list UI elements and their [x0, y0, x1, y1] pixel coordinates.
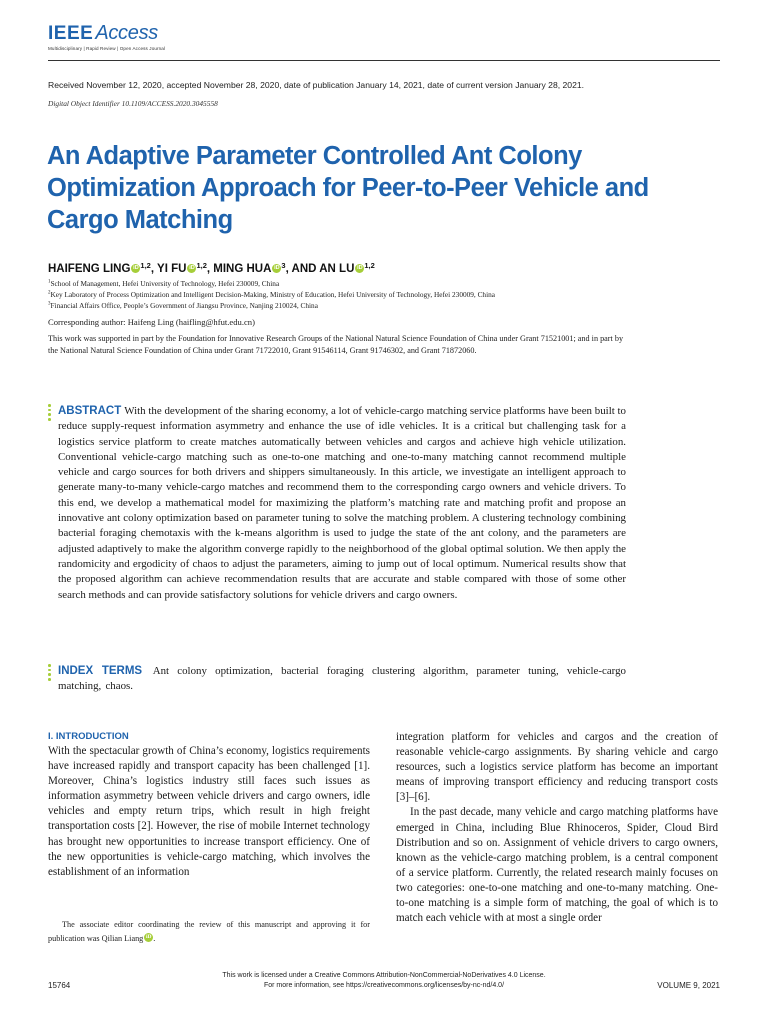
- dates-line: Received November 12, 2020, accepted November 28, 2020, date of publication January 14, 2021, date of current version January 28, 2021.: [48, 80, 585, 90]
- intro-right-column: [396, 730, 718, 926]
- affiliation: [48, 279, 279, 288]
- affiliation: [48, 290, 495, 299]
- affiliation-text: Key Laboratory of Process Optimization and Intelligent Decision-Making, Ministry of Education, Hefei University of Technology, Hefei 230009, China: [50, 290, 495, 299]
- orcid-icon[interactable]: iD: [274, 265, 280, 271]
- index-terms-block: [58, 664, 626, 695]
- author-separator: , AND: [285, 263, 320, 275]
- author-separator: ,: [206, 263, 214, 275]
- journal-logo: [48, 22, 158, 45]
- abstract-label: ABSTRACT: [58, 405, 122, 417]
- author-separator: ,: [150, 263, 158, 275]
- page-number: 15764: [48, 981, 71, 990]
- abstract-block: [58, 404, 626, 603]
- abstract-text: With the development of the sharing economy, a lot of vehicle-cargo matching service platforms have been built to reduce supply-request information asymmetry and enhance the use of idle vehicles. It is a critical but challenging task for a logistics service platform to create matches automatically between vehicles and cargos and achieve high vehicle utilization. Conventional vehicle-cargo matching such as one-to-one matching and one-to-many matching cannot recommend multiple vehicle and cargo sources for both drivers and shippers simultaneously. In this article, we investigate an intelligent approach to generate many-to-many vehicle-cargo matches and recommend them to the corresponding cargo owners and vehicle drivers. To this end, we develop a mathematical model for maximizing the platform’s matching rate and matching profit and propose an innovative ant colony optimization based on parameter tuning to solve the matching problem. A clustering technology combining bacterial foraging chemotaxis with the k-means algorithm is used to judge the state of the ant colony, and the parameters are adjusted adaptively to make the algorithm converge rapidly to the neighborhood of the global optimal solution. We then apply the randomicity and ergodicity of chaos to adjust the parameters, aiming to jump out of local optimum. Numerical results show that the proposed algorithm can achieve recommendation results that are accurate and stable compared with those of some other search methods and can provide satisfactory solutions for vehicle drivers and cargo owners.: [58, 405, 626, 601]
- affiliation-number: 1: [48, 279, 51, 285]
- index-terms-label: INDEX TERMS: [58, 665, 143, 677]
- section-heading-introduction: I. INTRODUCTION: [48, 731, 129, 742]
- intro-left-column: With the spectacular growth of China’s economy, logistics requirements have increased rapidly and transport capacity has been challenged [1]. Moreover, China’s logistics industry still faces such issues as information asymmetry between vehicle drivers and cargo owners, idle vehicles and empty return trips, which result in high freight transportation costs [2]. However, the rise of mobile Internet technology has brought new opportunities to increase transport efficiency. One of the new opportunities is vehicle-cargo matching, which involves the establishment of an information: [48, 745, 370, 878]
- license-notice: [184, 971, 584, 990]
- funding-note: This work was supported in part by the Foundation for Innovative Research Groups of the National Natural Science Foundation of China under Grant 71521001; and in part by the National Natural Science Foundation of China under Grant 71722010, Grant 91546114, Grant 91746302, and Grant 71872060.: [48, 334, 624, 356]
- author-name: MING HUA: [213, 263, 272, 275]
- orcid-icon[interactable]: iD: [189, 265, 195, 271]
- affiliation-number: 3: [48, 301, 51, 307]
- author-affil-sup: 1,2: [196, 261, 207, 270]
- footnote-text: The associate editor coordinating the review of this manuscript and approving it for publication was Qilian Liang: [48, 920, 370, 943]
- journal-tagline: Multidisciplinary | Rapid Review | Open Access Journal: [48, 46, 166, 51]
- orcid-icon[interactable]: iD: [133, 265, 139, 271]
- index-terms-text: Ant colony optimization, bacterial foraging clustering algorithm, parameter tuning, vehicle-cargo matching, chaos.: [58, 665, 626, 693]
- volume-label: VOLUME 9, 2021: [657, 981, 720, 990]
- header-rule: [48, 60, 720, 61]
- logo-ieee: IEEE: [48, 23, 94, 44]
- index-terms-dots-icon: [48, 664, 51, 683]
- author-name: YI FU: [157, 263, 187, 275]
- author-affil-sup: 1,2: [364, 261, 375, 270]
- intro-paragraph-text: In the past decade, many vehicle and cargo matching platforms have emerged in China, including Blue Rhinoceros, Spider, Cloud Bird Distribution and so on. Assignment of vehicle drivers to cargo owners, known as the vehicle-cargo matching problem, is a central component of a service platform. Currently, the related research mainly focuses on two categories: one-to-one matching and one-to-many matching. One-to-one matching is a simple form of matching, the goal of which is to match each vehicle with at most a single order: [396, 806, 718, 925]
- author-affil-sup: 1,2: [140, 261, 151, 270]
- paper-title: An Adaptive Parameter Controlled Ant Colony Optimization Approach for Peer-to-Peer Vehicle and Cargo Matching: [47, 142, 649, 234]
- license-line: This work is licensed under a Creative Commons Attribution-NonCommercial-NoDerivatives 4.0 License.: [222, 972, 546, 979]
- affiliation: [48, 301, 318, 310]
- affiliation-text: School of Management, Hefei University of Technology, Hefei 230009, China: [50, 279, 280, 288]
- logo-access: Access: [95, 22, 158, 44]
- abstract-dots-icon: [48, 404, 51, 423]
- intro-paragraph-2: [396, 805, 718, 926]
- orcid-icon[interactable]: iD: [146, 933, 152, 940]
- corresponding-author: Corresponding author: Haifeng Ling (haifling@hfut.edu.cn): [48, 317, 255, 327]
- author-name: HAIFENG LING: [48, 263, 131, 275]
- license-link[interactable]: For more information, see https://creativecommons.org/licenses/by-nc-nd/4.0/: [263, 981, 505, 989]
- author-name: AN LU: [319, 263, 355, 275]
- author-affil-sup: 3: [281, 261, 286, 270]
- author-list: [48, 261, 375, 275]
- doi-line: Digital Object Identifier 10.1109/ACCESS.2020.3045558: [48, 99, 218, 108]
- orcid-icon[interactable]: iD: [357, 265, 363, 271]
- editor-footnote: The associate editor coordinating the review of this manuscript and approving it for publication was Qilian Liang iD .: [48, 920, 370, 943]
- affiliation-text: Financial Affairs Office, People’s Government of Jiangsu Province, Nanjing 210024, China: [50, 301, 318, 310]
- affiliation-number: 2: [48, 290, 51, 296]
- intro-paragraph: integration platform for vehicles and cargos and the creation of reasonable vehicle-cargo assignments. By sharing vehicle and cargo resources, such a logistics service platform has become an important means of improving transport efficiency and reducing transport costs [3]–[6].: [396, 731, 718, 804]
